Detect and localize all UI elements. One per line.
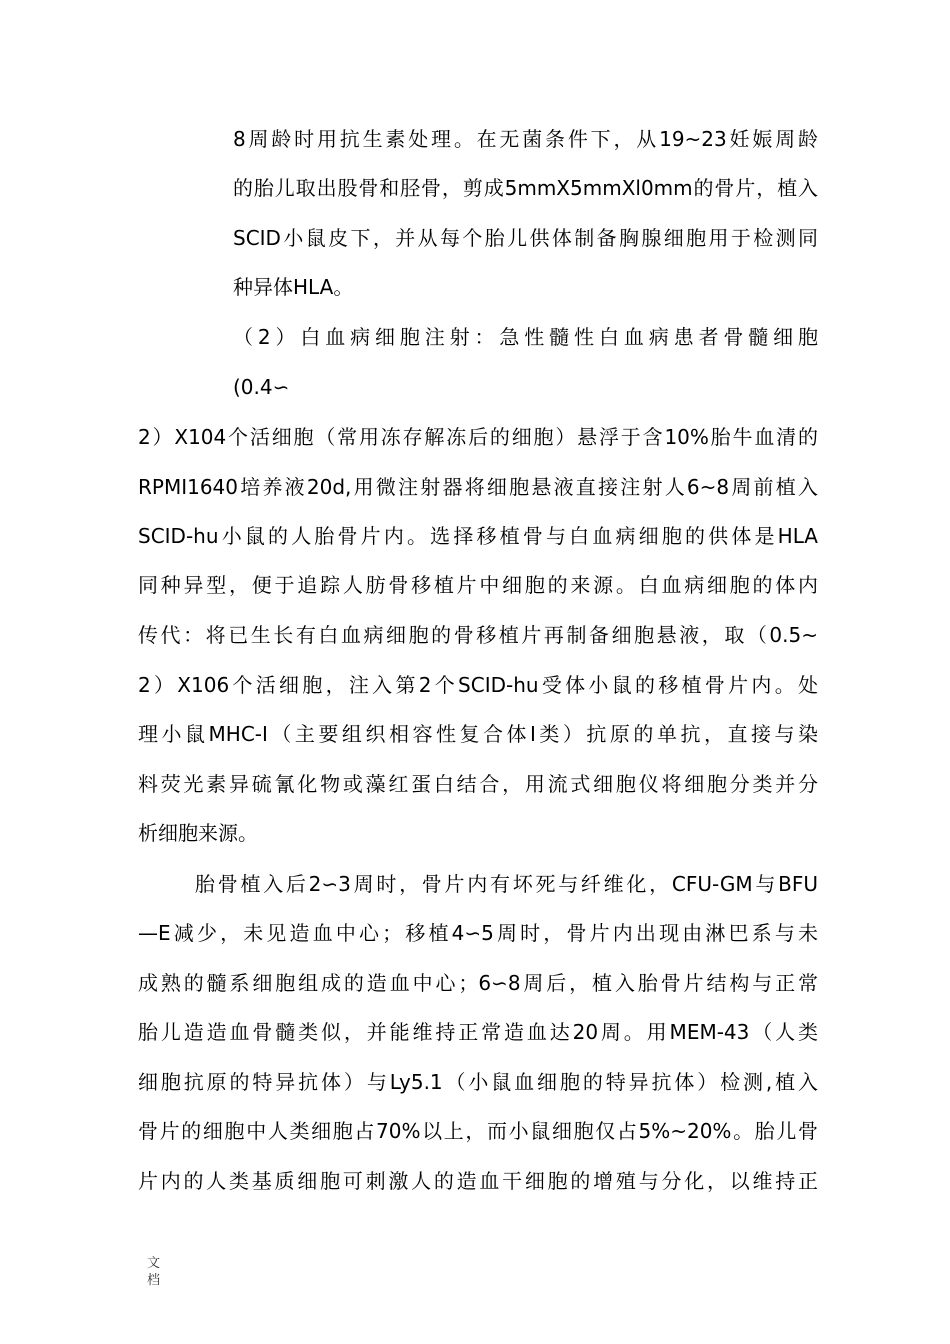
text-line: 同种异型，便于追踪人肪骨移植片中细胞的来源。白血病细胞的体内 [138, 573, 818, 597]
text-line: 2）X104个活细胞（常用冻存解冻后的细胞）悬浮于含10%胎牛血清的 [138, 425, 818, 449]
text-line: SCID-hu小鼠的人胎骨片内。选择移植骨与白血病细胞的供体是HLA [138, 524, 818, 548]
text-line: 细胞抗原的特异抗体）与Ly5.1（小鼠血细胞的特异抗体）检测,植入 [138, 1070, 818, 1094]
footer-label: 文 [147, 1256, 161, 1271]
text-line: 成熟的髓系细胞组成的造血中心；6∽8周后，植入胎骨片结构与正常 [138, 971, 818, 995]
text-line: 片内的人类基质细胞可刺激人的造血干细胞的增殖与分化，以维持正 [138, 1169, 818, 1193]
text-line: RPMI1640培养液20d,用微注射器将细胞悬液直接注射人6~8周前植入 [138, 475, 818, 499]
text-line: 胎骨植入后2∽3周时，骨片内有坏死与纤维化，CFU-GM与BFU [195, 872, 818, 896]
text-line: (0.4∽ [233, 375, 290, 399]
text-line: 8周龄时用抗生素处理。在无菌条件下，从19~23妊娠周龄 [233, 127, 818, 151]
text-line: 种异体HLA。 [233, 275, 354, 299]
text-line: 理小鼠MHC-I（主要组织相容性复合体I类）抗原的单抗，直接与染 [138, 722, 818, 746]
footer-label: 档 [147, 1273, 161, 1288]
text-line: —E减少，未见造血中心；移植4∽5周时，骨片内出现由淋巴系与未 [138, 921, 818, 945]
text-line: 骨片的细胞中人类细胞占70%以上，而小鼠细胞仅占5%~20%。胎儿骨 [138, 1119, 818, 1143]
text-line: 的胎儿取出股骨和胫骨，剪成5mmX5mmXl0mm的骨片，植入 [233, 176, 818, 200]
text-line: 胎儿造造血骨髓类似，并能维持正常造血达20周。用MEM-43（人类 [138, 1020, 818, 1044]
text-line: 料荧光素异硫氰化物或藻红蛋白结合，用流式细胞仪将细胞分类并分 [138, 772, 818, 796]
text-line: （2）白血病细胞注射：急性髓性白血病患者骨髓细胞 [233, 325, 818, 349]
text-line: 2）X106个活细胞，注入第2个SCID-hu受体小鼠的移植骨片内。处 [138, 673, 818, 697]
text-line: 析细胞来源。 [138, 821, 258, 845]
text-line: SCID小鼠皮下，并从每个胎儿供体制备胸腺细胞用于检测同 [233, 226, 818, 250]
text-line: 传代：将已生长有白血病细胞的骨移植片再制备细胞悬液，取（0.5~ [138, 623, 818, 647]
